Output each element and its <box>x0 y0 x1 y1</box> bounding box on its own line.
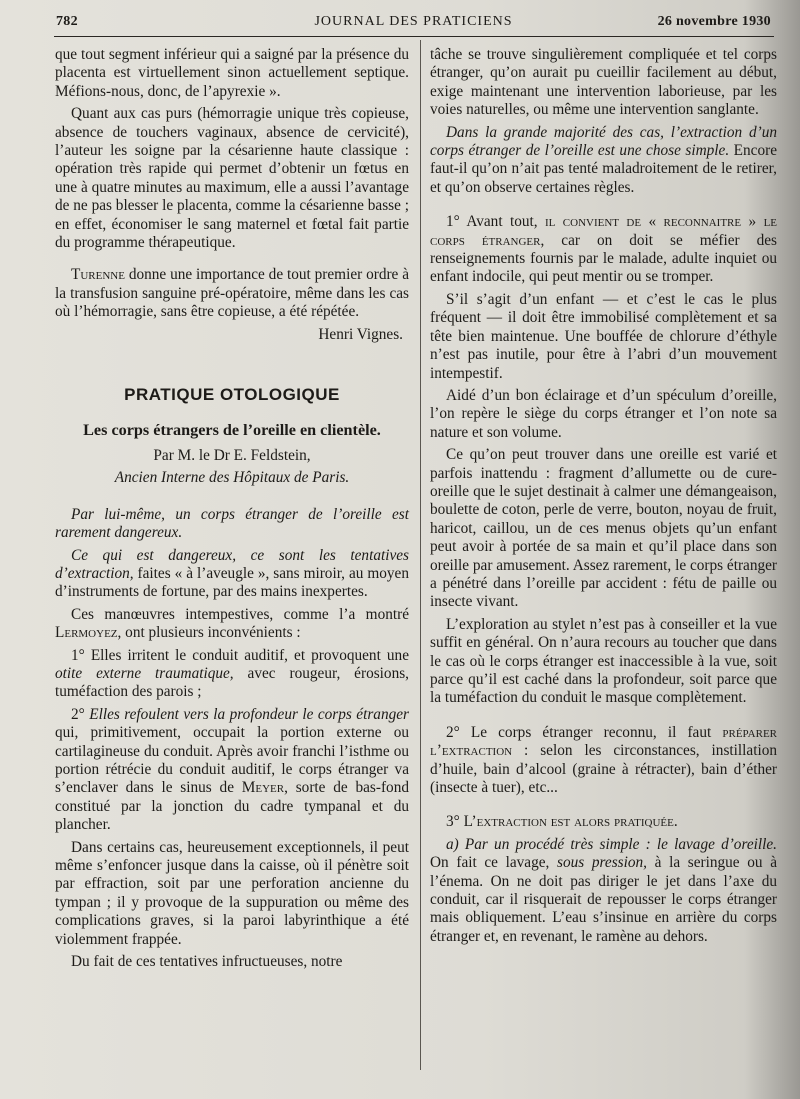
subheading: 3° L’extraction est alors pratiquée. <box>446 813 678 831</box>
paragraph-text: 2° <box>71 705 90 723</box>
paragraph <box>430 213 777 287</box>
paragraph <box>55 606 409 643</box>
issue-date: 26 novembre 1930 <box>657 14 771 29</box>
paragraph-text: 1° Elles irritent le conduit auditif, et provoquent une <box>71 646 409 664</box>
emphasis: Dans la grande majorité des cas, l’extraction d’un corps étranger de l’oreille est une chose simple. <box>430 123 777 160</box>
paragraph <box>55 647 409 702</box>
paragraph-text: On fait ce lavage, <box>430 854 558 872</box>
paragraph-text: , sorte de bas-fond constitué par la jonction du cadre tympanal et du plancher. <box>55 779 410 834</box>
paragraph: que tout segment inférieur qui a saigné par la présence du placenta est virtuellement sinon actuellement septique. Méfions-nous, donc, de l’apyrexie ». <box>55 46 409 100</box>
signature-text: Henri Vignes. <box>318 325 403 343</box>
small-caps-heading: il convient de « reconnaitre » le corps étranger, <box>430 213 778 249</box>
header-rule <box>54 36 774 37</box>
paragraph: L’exploration au stylet n’est pas à conseiller et la vue suffit en général. On n’aura recours au toucher que dans le cas où le corps étranger est inaccessible à la vue, soit parce qu’il est caché dans la profondeur, soit parce que la tuméfaction du conduit le masque complètement. <box>430 615 777 707</box>
paragraph <box>55 547 409 602</box>
paragraph-text: qui, primitivement, occupait la portion externe ou cartilagineuse du conduit. Après avoir franchi l’isthme ou portion rétrécie du conduit auditif, le corps étranger va s’enclaver dans le sinus de <box>55 724 409 797</box>
journal-title: JOURNAL DES PRATICIENS <box>314 14 513 29</box>
paragraph-text: Ces manœuvres intempestives, comme l’a montré <box>71 605 409 623</box>
paragraph: Par lui-même, un corps étranger de l’oreille est rarement dangereux. <box>55 505 409 542</box>
paragraph-text: à la seringue ou à l’énema. On ne doit pas diriger le jet dans l’axe du conduit, car il risquerait de repousser le corps étranger mais obliquement. L’eau s’insinue en arrière du corps étranger et, en revenant, le ramène au dehors. <box>430 854 777 945</box>
paragraph <box>430 124 777 198</box>
emphasis: sous pression, <box>557 854 647 872</box>
paragraph: Du fait de ces tentatives infructueuses, notre <box>71 953 343 971</box>
column-divider <box>420 40 421 1070</box>
paragraph <box>55 706 409 835</box>
paragraph: Aidé d’un bon éclairage et d’un spéculum d’oreille, l’on repère le siège du corps étranger et l’on note sa nature et son volume. <box>430 386 777 441</box>
paragraph <box>55 266 409 321</box>
author-name: Meyer <box>241 779 285 797</box>
small-caps-heading: préparer l’extraction <box>430 723 777 760</box>
section-title: PRATIQUE OTOLOGIQUE <box>124 385 340 405</box>
left-column <box>55 46 409 975</box>
article-title: Les corps étrangers de l’oreille en clientèle. <box>83 420 381 439</box>
emphasis: Ce qui est dangereux, ce sont les tentatives d’extraction, <box>55 546 409 582</box>
paragraph-text: car on doit se méfier des renseignements fournis par le malade, adulte inquiet ou enfant indocile, qui peut mentir ou se tromper. <box>430 231 777 286</box>
paragraph-text: 2° Le corps étranger reconnu, il faut <box>446 723 723 741</box>
signature <box>55 326 403 344</box>
emphasis: a) Par un procédé très simple : le lavage d’oreille. <box>446 835 777 853</box>
paragraph-text: , ont plusieurs inconvénients : <box>117 624 301 642</box>
paragraph <box>430 836 777 946</box>
article-author: Par M. le Dr E. Feldstein, <box>153 446 311 464</box>
paragraph-text: : selon les circonstances, instillation d’huile, bain d’alcool (graine à rétracter), bain d’éther (insecte à tuer), etc... <box>430 742 777 797</box>
paragraph-text: 1° Avant tout, <box>446 213 545 231</box>
paragraph: Dans certains cas, heureusement exceptionnels, il peut même s’enfoncer jusque dans la caisse, où il pénètre soit par effraction, soit par une perforation ancienne du tympan ; il y provoque de la suppuration ou même des complications graves, si la paroi labyrinthique a été violemment frappée. <box>55 838 409 948</box>
paragraph: Quant aux cas purs (hémorragie unique très copieuse, absence de touchers vaginaux, absence de cervicité), l’auteur les soigne par la césarienne haute classique : opération très rapide qui permet d’obtenir un fœtus en une à quatre minutes au maximum, elle a aussi l’avantage de ne pas blesser le placenta, comme la césarienne basse ; en effet, économiser le sang maternel et fœtal fait partie du programme thérapeutique. <box>55 105 409 252</box>
paragraph <box>430 724 777 798</box>
paragraph-text: donne une importance de tout premier ordre à la transfusion sanguine pré-opératoire, même dans les cas où l’hémorragie, sans être copieuse, a été répétée. <box>55 266 409 321</box>
emphasis: Elles refoulent vers la profondeur le corps étranger <box>89 705 409 723</box>
author-name: Turenne <box>71 266 125 284</box>
paragraph: S’il s’agit d’un enfant — et c’est le cas le plus fréquent — il doit être immobilisé complètement et sa tête bien maintenue. Une bouffée de chlorure d’éthyle n’est pas inutile, pour être à l’abri d’un mouvement intempestif. <box>430 290 777 382</box>
running-header <box>56 14 771 36</box>
paragraph-text: faites « à l’aveugle », sans miroir, au moyen d’instruments de fortune, par des mains inexpertes. <box>55 564 409 601</box>
author-name: Lermoyez <box>55 624 118 642</box>
page-number: 782 <box>56 14 78 29</box>
right-column <box>430 46 777 950</box>
paragraph-text: Encore faut-il qu’on n’ait pas tenté maladroitement de le retirer, et qu’on observe certaines règles. <box>430 142 777 196</box>
paragraph-text: avec rougeur, érosions, tuméfaction des parois ; <box>55 664 409 701</box>
emphasis: otite externe traumatique, <box>55 664 234 682</box>
paragraph: tâche se trouve singulièrement compliquée et tel corps étranger, qu’on aurait pu cueillir facilement au début, exige maintenant une intervention laborieuse, par les voies naturelles, ou même une intervention sanglante. <box>430 46 777 119</box>
author-affiliation: Ancien Interne des Hôpitaux de Paris. <box>114 469 350 487</box>
paragraph: Ce qu’on peut trouver dans une oreille est varié et parfois inattendu : fragment d’allumette ou de cure-oreille que le sujet destinait à calmer une démangeaison, boulette de coton, perle de verre, bouton, noyau de fruit, haricot, caillou, un de ces menus objets qu’un enfant peut avoir à portée de sa main et qu’il place dans son oreille par amusement. Assez rarement, le corps étranger a pénétré dans l’oreille par accident : fétu de paille ou insecte vivant. <box>430 446 778 611</box>
